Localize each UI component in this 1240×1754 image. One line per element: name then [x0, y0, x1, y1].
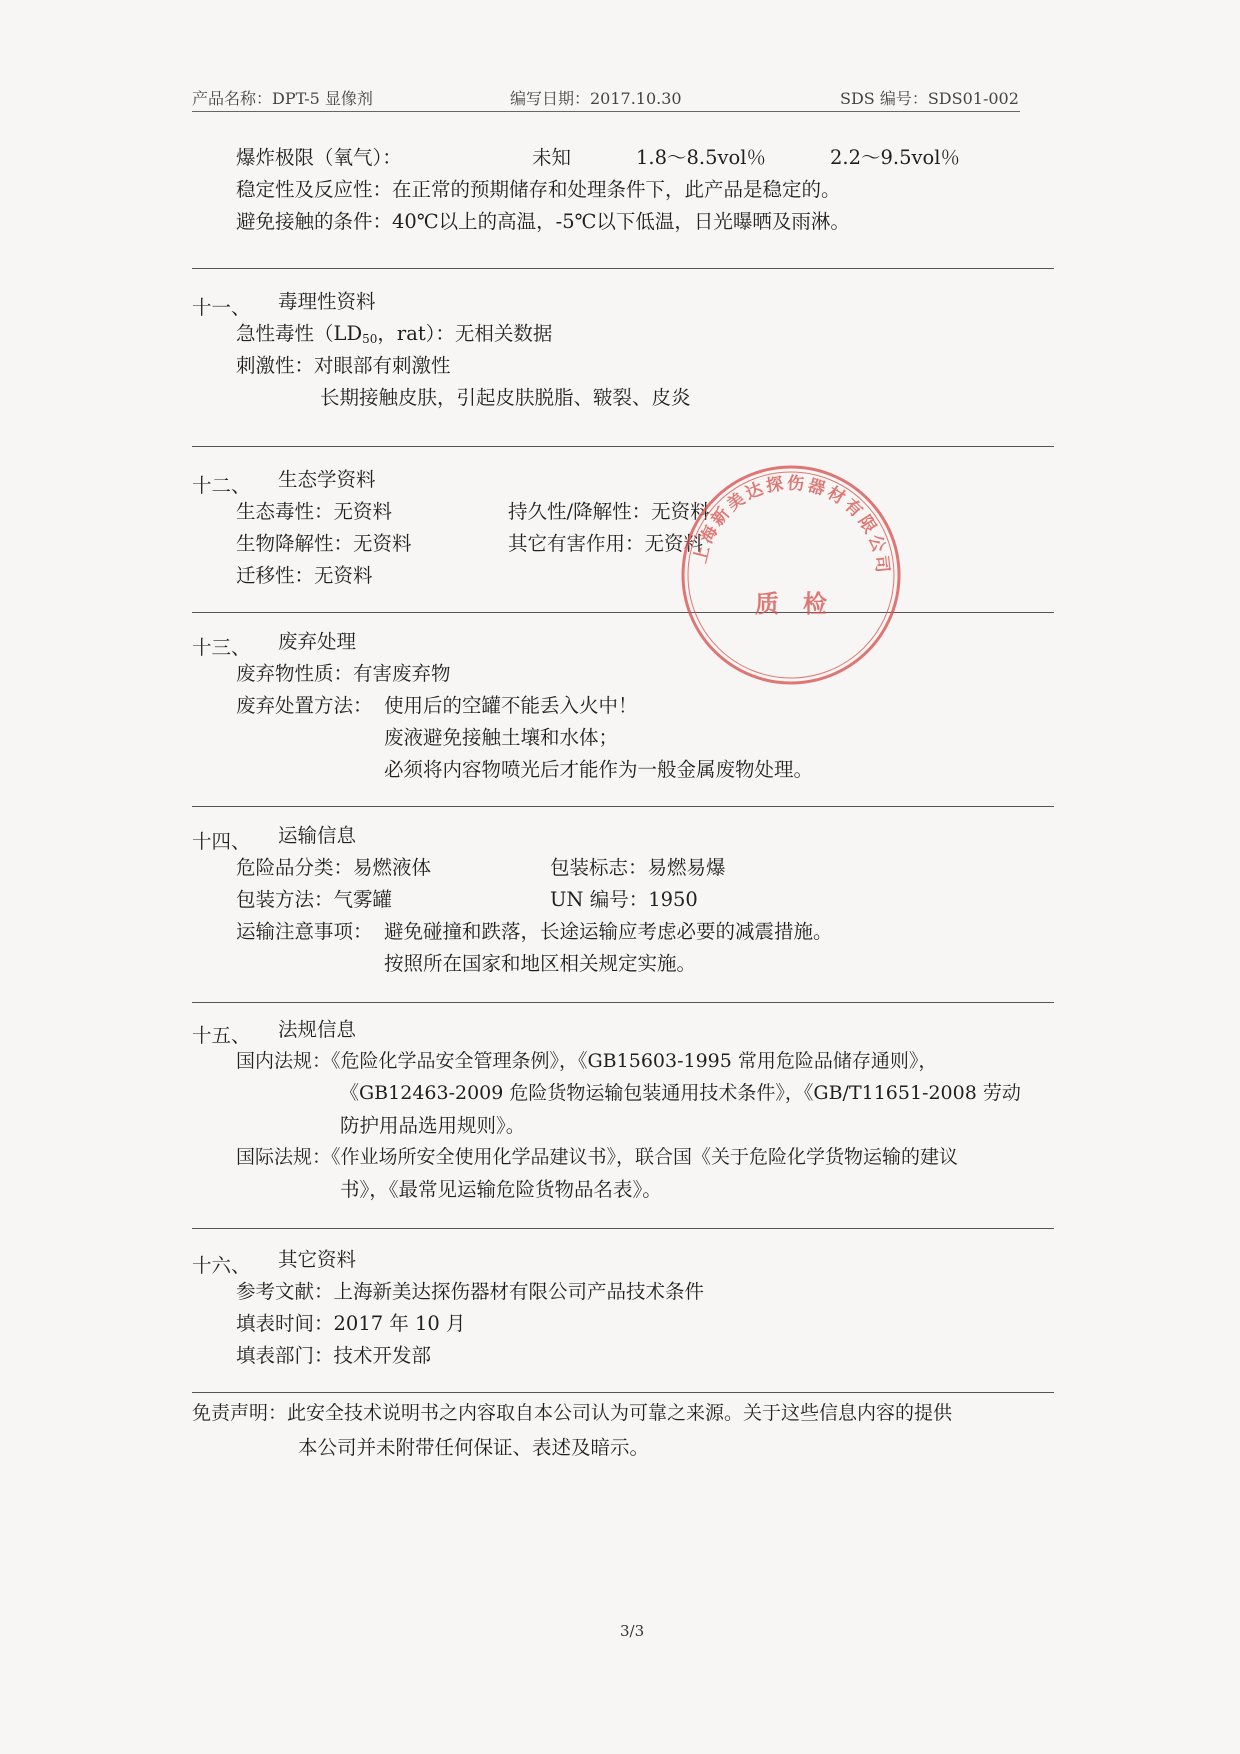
section-12-title: 生态学资料: [278, 468, 376, 491]
explosion-value-2: 1.8～8.5vol％: [636, 146, 767, 169]
section-divider: [192, 1002, 1054, 1003]
section-13-number: 十三、: [192, 636, 251, 659]
explosion-value-1: 未知: [532, 146, 572, 169]
disposal-method-1: 使用后的空罐不能丢入火中！: [384, 694, 638, 717]
domestic-regulations-1: 国内法规：《危险化学品安全管理条例》，《GB15603-1995 常用危险品储存通则》，: [236, 1050, 938, 1072]
un-number: UN 编号：1950: [550, 888, 698, 911]
section-11-title: 毒理性资料: [278, 290, 376, 313]
stability-line: 稳定性及反应性：在正常的预期储存和处理条件下，此产品是稳定的。: [236, 178, 841, 201]
references: 参考文献：上海新美达探伤器材有限公司产品技术条件: [236, 1280, 705, 1303]
disposal-method-2: 废液避免接触土壤和水体；: [384, 726, 619, 749]
section-divider: [192, 806, 1054, 807]
section-11-number: 十一、: [192, 296, 251, 319]
company-seal: [678, 462, 904, 688]
international-regulations-1: 国际法规：《作业场所安全使用化学品建议书》，联合国《关于危险化学货物运输的建议: [236, 1146, 959, 1168]
disposal-method-label: 废弃处置方法：: [236, 694, 373, 717]
international-regulations-2: 书》，《最常见运输危险货物品名表》。: [340, 1178, 662, 1201]
explosion-value-3: 2.2～9.5vol％: [830, 146, 961, 169]
waste-nature: 废弃物性质：有害废弃物: [236, 662, 451, 685]
section-divider: [192, 1228, 1054, 1229]
fill-department: 填表部门：技术开发部: [236, 1344, 432, 1367]
svg-text:上海新美达探伤器材有限公司: [690, 473, 893, 577]
section-14-title: 运输信息: [278, 824, 357, 847]
section-16-number: 十六、: [192, 1254, 251, 1277]
irritation-line: 刺激性：对眼部有刺激性: [236, 354, 451, 377]
section-divider: [192, 1392, 1054, 1393]
transport-note-1: 避免碰撞和跌落，长途运输应考虑必要的减震措施。: [384, 920, 833, 943]
section-13-title: 废弃处理: [278, 630, 357, 653]
section-divider: [192, 446, 1054, 447]
avoid-conditions-line: 避免接触的条件：40℃以上的高温，-5℃以下低温，日光曝晒及雨淋。: [236, 210, 850, 233]
header-divider: [192, 111, 1020, 112]
disposal-method-3: 必须将内容物喷光后才能作为一般金属废物处理。: [384, 758, 814, 781]
section-14-number: 十四、: [192, 830, 251, 853]
fill-time: 填表时间：2017 年 10 月: [236, 1312, 466, 1335]
biodegradability: 生物降解性：无资料: [236, 532, 412, 555]
package-mark: 包装标志：易燃易爆: [550, 856, 726, 879]
section-12-number: 十二、: [192, 474, 251, 497]
section-divider: [192, 612, 1054, 613]
transport-note-label: 运输注意事项：: [236, 920, 373, 943]
section-16-title: 其它资料: [278, 1248, 357, 1271]
migration: 迁移性：无资料: [236, 564, 373, 587]
irritation-line-2: 长期接触皮肤，引起皮肤脱脂、皲裂、皮炎: [320, 386, 691, 409]
section-divider: [192, 268, 1054, 269]
disclaimer-line-1: 免责声明：此安全技术说明书之内容取自本公司认为可靠之来源。关于这些信息内容的提供: [192, 1402, 953, 1424]
hazard-class: 危险品分类：易燃液体: [236, 856, 432, 879]
acute-toxicity-line: 急性毒性（$LD_{50}$，rat）：无相关数据: [236, 322, 553, 346]
section-15-number: 十五、: [192, 1024, 251, 1047]
seal-company-name: 上海新美达探伤器材有限公司: [690, 473, 893, 577]
explosion-label: 爆炸极限（氧气）：: [236, 146, 402, 169]
domestic-regulations-2: 《GB12463-2009 危险货物运输包装通用技术条件》，《GB/T11651-2008 劳动: [340, 1082, 1021, 1104]
eco-toxicity: 生态毒性：无资料: [236, 500, 393, 523]
section-15-title: 法规信息: [278, 1018, 357, 1041]
seal-center-text: 质 检: [755, 590, 827, 618]
header-product: 产品名称：DPT-5 显像剂: [192, 89, 373, 108]
page-number: 3/3: [620, 1622, 645, 1640]
header-date: 编写日期：2017.10.30: [510, 89, 682, 108]
disclaimer-line-2: 本公司并未附带任何保证、表述及暗示。: [298, 1436, 650, 1459]
domestic-regulations-3: 防护用品选用规则》。: [340, 1114, 526, 1137]
package-method: 包装方法：气雾罐: [236, 888, 393, 911]
header-sds-number: SDS 编号：SDS01-002: [840, 89, 1019, 108]
other-harmful-effects: 其它有害作用：无资料: [508, 532, 704, 555]
persistence: 持久性/降解性：无资料: [508, 500, 710, 523]
transport-note-2: 按照所在国家和地区相关规定实施。: [384, 952, 697, 975]
